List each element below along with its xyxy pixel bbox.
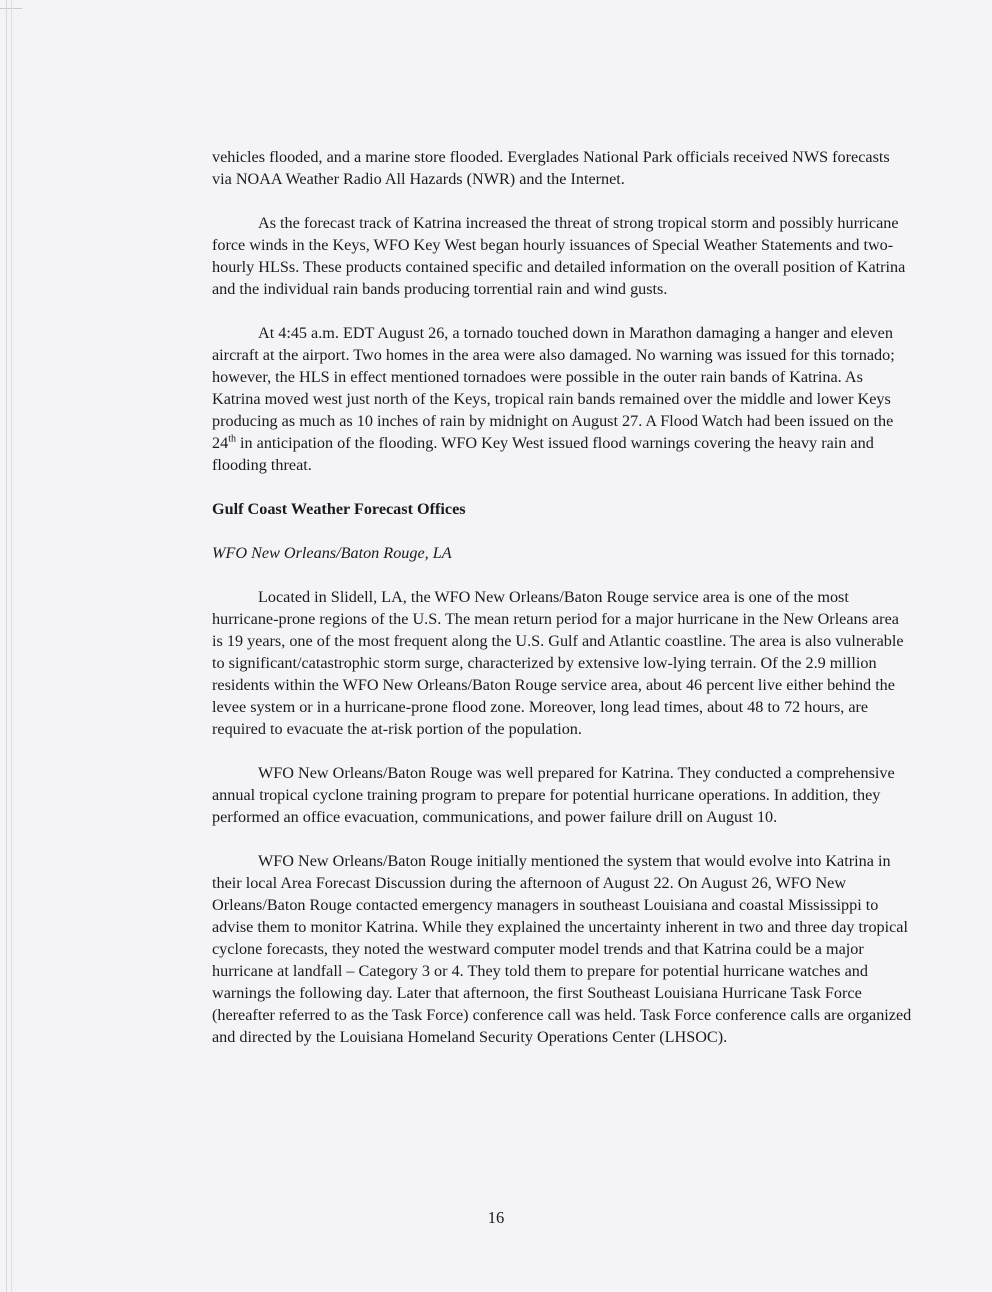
- paragraph-keys-forecast: As the forecast track of Katrina increased the threat of strong tropical storm and possibly hurricane force winds in the Keys, WFO Key West began hourly issuances of Special Weather Statements and two-hourly HLSs. These products contained specific and detailed information on the overall position of Katrina and the individual rain bands producing torrential rain and wind gusts.: [212, 214, 906, 298]
- paragraph-continuation: vehicles flooded, and a marine store flooded. Everglades National Park officials received NWS forecasts via NOAA Weather Radio All Hazards (NWR) and the Internet.: [212, 148, 890, 188]
- subsection-heading: WFO New Orleans/Baton Rouge, LA: [212, 544, 452, 562]
- paragraph-initial-mention: WFO New Orleans/Baton Rouge initially mentioned the system that would evolve into Katrina in their local Area Forecast Discussion during the afternoon of August 22. On August 26, WFO New Orleans/Baton Rouge contacted emergency managers in southeast Louisiana and coastal Mississippi to advise them to monitor Katrina. While they explained the uncertainty inherent in two and three day tropical cyclone forecasts, they noted the westward computer model trends and that Katrina could be a major hurricane at landfall – Category 3 or 4. They told them to prepare for potential hurricane watches and warnings the following day. Later that afternoon, the first Southeast Louisiana Hurricane Task Force (hereafter referred to as the Task Force) conference call was held. Task Force conference calls are organized and directed by the Louisiana Homeland Security Operations Center (LHSOC).: [212, 852, 912, 1046]
- scan-edge-line: [11, 0, 12, 1292]
- page-number: 16: [487, 1208, 505, 1227]
- scan-edge-line: [6, 0, 7, 1292]
- paragraph-text: At 4:45 a.m. EDT August 26, a tornado touched down in Marathon damaging a hanger and eleven aircraft at the airport. Two homes in the area were also damaged. No warning was issued for this tornado; however, the HLS in effect mentioned tornadoes were possible in the outer rain bands of Katrina. As Katrina moved west just north of the Keys, tropical rain bands remained over the middle and lower Keys producing as much as 10 inches of rain by midnight on August 27. A Flood Watch had been issued on the 24: [212, 324, 895, 452]
- paragraph-preparation: WFO New Orleans/Baton Rouge was well prepared for Katrina. They conducted a comprehensive annual tropical cyclone training program to prepare for potential hurricane operations. In addition, they performed an office evacuation, communications, and power failure drill on August 10.: [212, 764, 895, 826]
- section-heading: Gulf Coast Weather Forecast Offices: [212, 500, 466, 518]
- paragraph-text: in anticipation of the flooding. WFO Key West issued flood warnings covering the heavy rain and flooding threat.: [212, 434, 874, 474]
- document-body: [212, 146, 912, 1070]
- superscript: th: [228, 433, 236, 445]
- paragraph-service-area: Located in Slidell, LA, the WFO New Orleans/Baton Rouge service area is one of the most hurricane-prone regions of the U.S. The mean return period for a major hurricane in the New Orleans area is 19 years, one of the most frequent along the U.S. Gulf and Atlantic coastline. The area is also vulnerable to significant/catastrophic storm surge, characterized by extensive low-lying terrain. Of the 2.9 million residents within the WFO New Orleans/Baton Rouge service area, about 46 percent live either behind the levee system or in a hurricane-prone flood zone. Moreover, long lead times, about 48 to 72 hours, are required to evacuate the at-risk portion of the population.: [212, 588, 904, 738]
- paragraph-marathon-tornado: [212, 322, 912, 476]
